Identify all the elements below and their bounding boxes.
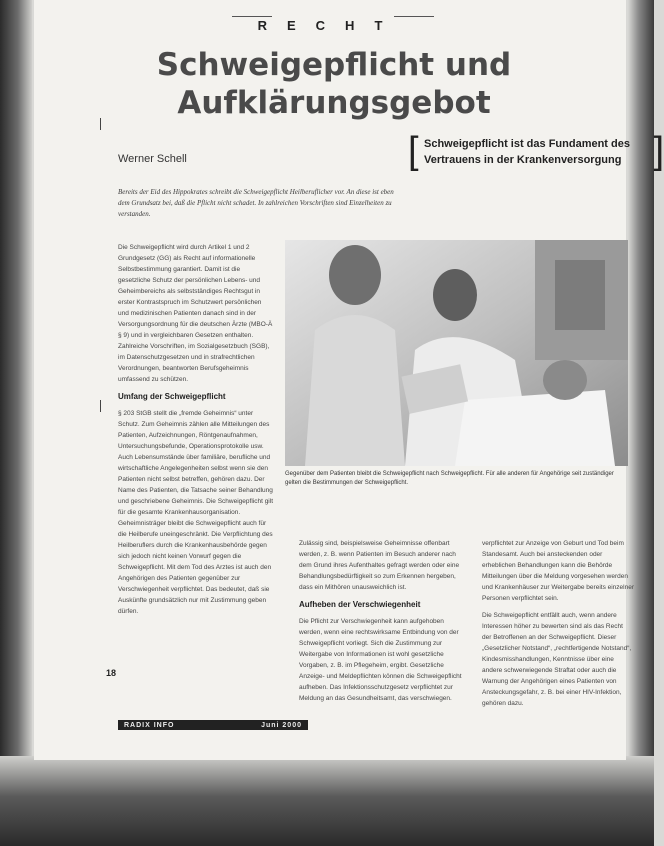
body-paragraph: Die Schweigepflicht entfällt auch, wenn andere Interessen höher zu bewerten sind als das Recht der Betroffenen an der Schweigepflicht. Dieser „Gesetzlicher Notstand“, „rechtfertigende Notstand“, Kindesmisshandlungen, Kenntnisse über eine andere schwerwiegende Straftat oder auch die Warnung der Angehörigen eines Patienten von Ansteckungsgefahr, z. B. bei einer HIV-Infektion, gehören dazu. bbox=[482, 612, 632, 707]
title-line-2: Aufklärungsgebot bbox=[177, 85, 491, 121]
header-rule-left bbox=[232, 16, 272, 17]
footer-bar bbox=[118, 720, 308, 730]
margin-mark bbox=[100, 400, 101, 412]
issue-date: Juni 2000 bbox=[261, 721, 302, 729]
column-3 bbox=[482, 538, 634, 715]
page-number: 18 bbox=[106, 668, 117, 678]
header-rule-right bbox=[394, 16, 434, 17]
scan-shadow-left bbox=[0, 0, 32, 846]
body-paragraph: Die Schweigepflicht wird durch Artikel 1 und 2 Grundgesetz (GG) als Recht auf informationelle Selbstbestimmung garantiert. Damit ist die gesetzliche Schutz der persönlichen Lebens- und Geheimbereichs als selbstständiges Rechtsgut in erster Kontrastspruch im Schutzwert persönlichen und medizinischen Patienten danach sind in der Versorgungsordnung für die deutschen Ärzte (MBO-Ä § 9) und in vergleichbaren Gesetzen enthalten. Zahlreiche Vorschriften, im Sozialgesetzbuch (SGB), im Datenschutzgesetzen und in strafrechtlichen Verordnungen, beantworten Berufsgeheimnis umfassend zu schützen. bbox=[118, 244, 273, 383]
photo-caption: Gegenüber dem Patienten bleibt die Schweigepflicht nach Schweigepflicht. Für alle anderen für Angehörige seit zuständiger gelten die Bestimmungen der Schweigepflicht. bbox=[285, 471, 614, 486]
article-title bbox=[94, 46, 574, 122]
bracket-right-icon: ] bbox=[653, 130, 664, 172]
column-1 bbox=[118, 242, 274, 623]
scan-shadow-right bbox=[628, 0, 654, 846]
body-paragraph: Die Pflicht zur Verschwiegenheit kann aufgehoben werden, wenn eine rechtswirksame Entbindung von der Schweigepflicht vorliegt. Sich die Zustimmung zur Weitergabe von Informationen ist wohl gesetzliche Vorgaben, z. B. im Pflegeheim, ergibt. Gesetzliche Anzeige- und Meldepflichten können die Schweigepflicht aufheben. Das Infektionsschutzgesetz verpflichtet zur Meldung an das Gesundheitsamt, das verschwiegen. bbox=[299, 618, 462, 702]
lead-paragraph: Bereits der Eid des Hippokrates schreibt die Schweigepflicht Heilberuflicher vor. An diese ist eben dem Grundsatz bei, daß die Pflicht nicht schadet. In zahlreichen Vorschriften sind Einzelheiten zu verstanden. bbox=[118, 188, 394, 218]
scan-shadow-bottom bbox=[0, 756, 654, 846]
author-byline: Werner Schell bbox=[118, 153, 187, 165]
subheading-lift: Aufheben der Verschwiegenheit bbox=[299, 600, 421, 609]
magazine-name: RADIX INFO bbox=[124, 721, 175, 729]
column-2 bbox=[299, 538, 465, 710]
body-paragraph: § 203 StGB stellt die „fremde Geheimnis“ unter Schutz. Zum Geheimnis zählen alle Mitteilungen des Patienten, Aufzeichnungen, Röntgenaufnahmen, Untersuchungsbefunde, Operationsprotokolle usw. Auch Lebensumstände über familiäre, berufliche und wirtschaftliche Angelegenheiten selbst wenn sie den Patienten nicht selbst betreffen, gehören dazu. Der Name des Patienten, die Tatsache seiner Behandlung und geschriebene Geheimnis. Die Schweigepflicht gilt für die gesamte Krankenhausorganisation. Geheimnisträger bleibt die Schweigepflicht auch für die Heilberufe uneingeschränkt. Die Verpflichtung des Heilberuflers durch die Krankenhausbehörde gegen sich jedoch nicht keinen Vorwurf gegen die Schweigepflicht. Mit dem Tod des Arztes ist auch den Angehörigen des Patienten gegenüber zur Verschwiegenheit verpflichtet. Das bedeutet, daß sie Auskünfte grundsätzlich nur mit Zustimmung geben dürfen. bbox=[118, 410, 274, 615]
section-label: RECHT bbox=[257, 18, 403, 33]
bracket-left-icon: [ bbox=[408, 130, 419, 172]
margin-mark bbox=[100, 118, 101, 130]
subheading-scope: Umfang der Schweigepflicht bbox=[118, 392, 226, 401]
magazine-page bbox=[34, 0, 664, 760]
pull-quote-line-2: Vertrauens in der Krankenversorgung bbox=[424, 154, 622, 166]
title-line-1: Schweigepflicht und bbox=[156, 47, 512, 83]
body-paragraph: Zulässig sind, beispielsweise Geheimnisse offenbart werden, z. B. wenn Patienten im Besuch anderer nach dem Grund ihres Aufenthaltes gefragt werden oder eine Behandlungsbedürftigkeit so zum Erkennen hergeben, dass ein Mithören unausweichlich ist. bbox=[299, 540, 460, 591]
body-paragraph: verpflichtet zur Anzeige von Geburt und Tod beim Standesamt. Auch bei ansteckenden oder erheblichen Behandlungen kann die Behörde Mitteilungen über die Meldung vorgesehen werden und Krankenhäuser zur Weitergabe bereits einzelner Personen verpflichtet sein. bbox=[482, 540, 634, 602]
pull-quote-line-1: Schweigepflicht ist das Fundament des bbox=[424, 138, 630, 150]
hospital-photo bbox=[285, 240, 628, 466]
pull-quote bbox=[408, 130, 664, 172]
